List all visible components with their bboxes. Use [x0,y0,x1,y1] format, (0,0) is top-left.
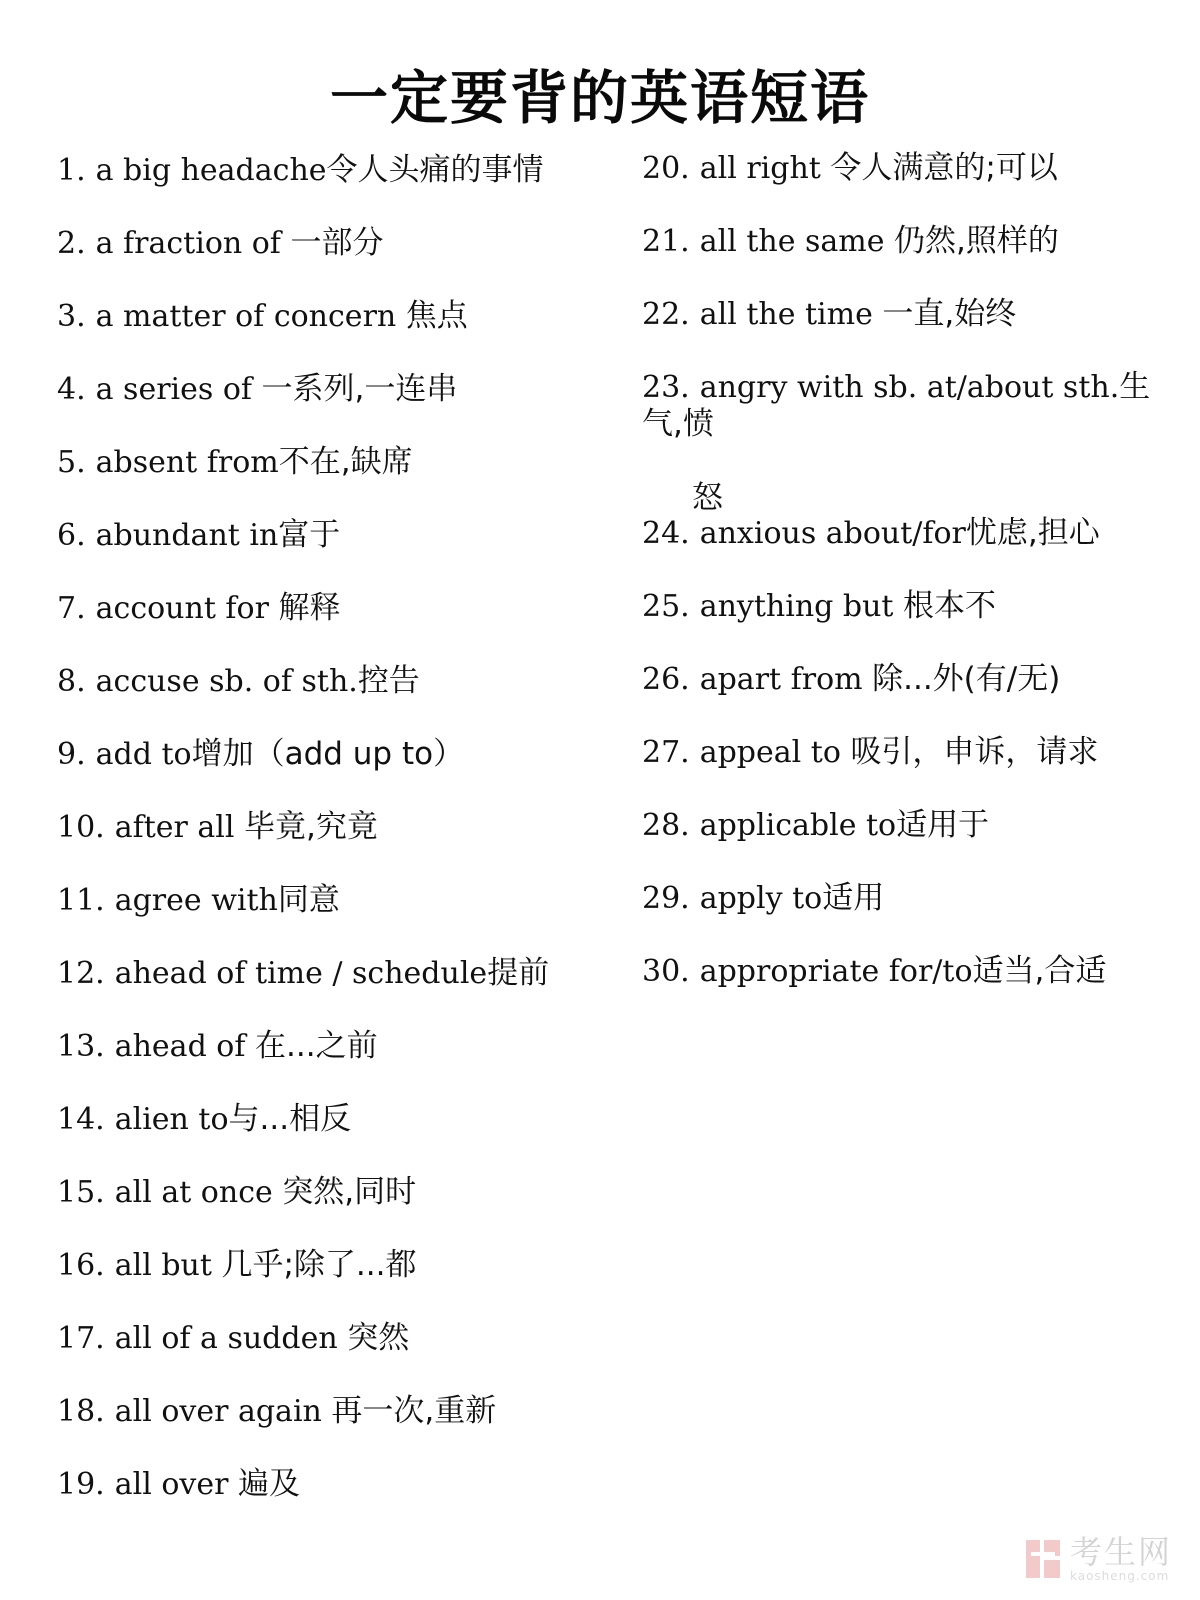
list-item [57,578,597,651]
item-chinese: 生气,愤 [642,369,1151,442]
item-number: 23. [642,370,690,405]
page-title: 一定要背的英语短语 [329,64,870,132]
item-english: alien to [114,1102,229,1137]
item-english: a big headache [95,153,327,188]
item-chinese: 根本不 [903,588,997,624]
item-chinese: 富于 [278,517,341,553]
item-chinese: 突然,同时 [282,1174,417,1210]
item-chinese: 与...相反 [228,1101,352,1137]
item-number: 4. [57,372,86,407]
list-item [642,357,1162,516]
item-english: absent from [95,445,279,480]
item-number: 9. [57,737,86,772]
item-english: all but [114,1248,222,1283]
list-item [642,795,1162,868]
item-english: anxious about/for [699,516,966,551]
item-chinese: 几乎;除了...都 [221,1247,417,1283]
item-english: a matter of concern [95,299,406,334]
watermark-text: 考生网 [1069,1533,1172,1571]
item-number: 1. [57,153,86,188]
list-item [57,870,597,943]
item-number: 10. [57,810,105,845]
item-chinese: 焦点 [405,298,468,334]
item-english: all the same [699,224,895,259]
item-number: 29. [642,881,690,916]
item-number: 8. [57,664,86,699]
list-item [57,1308,597,1381]
item-number: 2. [57,226,86,261]
item-number: 5. [57,445,86,480]
item-number: 28. [642,808,690,843]
list-item [642,868,1162,941]
item-chinese: 再一次,重新 [331,1393,497,1429]
item-chinese: 提前 [487,955,550,991]
list-item [57,797,597,870]
list-item [642,576,1162,649]
item-chinese: 一部分 [290,225,384,261]
phrase-list-right [642,138,1162,1014]
item-english: applicable to [699,808,897,843]
item-english: all of a sudden [114,1321,348,1356]
item-chinese: 一系列,一连串 [261,371,458,407]
item-chinese: 同意 [277,882,340,918]
list-item [642,211,1162,284]
item-chinese: 在...之前 [255,1028,378,1064]
list-item [57,1162,597,1235]
list-item [57,213,597,286]
item-chinese: 解释 [278,590,341,626]
item-chinese: 适用于 [896,807,990,843]
watermark-url: kaosheng.com [1069,1569,1170,1583]
list-item [57,1016,597,1089]
item-english: abundant in [95,518,279,553]
list-item [642,722,1162,795]
item-number: 18. [57,1394,105,1429]
list-item [57,505,597,578]
item-english: apart from [699,662,873,697]
item-chinese: 除...外(有/无) [872,661,1061,697]
list-item [57,1381,597,1454]
item-number: 25. [642,589,690,624]
item-english: after all [114,810,245,845]
item-english: appeal to [699,735,851,770]
list-item [57,651,597,724]
item-english: all over [114,1467,238,1502]
item-chinese: 毕竟,究竟 [244,809,378,845]
list-item [642,284,1162,357]
item-chinese: 突然 [347,1320,410,1356]
item-english: all the time [699,297,883,332]
item-chinese: 遍及 [237,1466,300,1502]
list-item [57,1089,597,1162]
site-watermark [1024,1533,1172,1583]
item-english: anything but [699,589,904,624]
item-number: 22. [642,297,690,332]
list-item [57,140,597,213]
item-english: apply to [699,881,823,916]
item-chinese: 吸引，申诉，请求 [850,734,1099,770]
list-item [642,941,1162,1014]
item-number: 24. [642,516,690,551]
list-item [642,649,1162,722]
item-english: add to [95,737,192,772]
item-number: 12. [57,956,105,991]
item-english: a fraction of [95,226,291,261]
item-number: 6. [57,518,86,553]
item-number: 26. [642,662,690,697]
item-number: 20. [642,151,690,186]
item-number: 13. [57,1029,105,1064]
item-chinese: 控告 [357,663,420,699]
list-item [57,1235,597,1308]
list-item [642,138,1162,211]
item-english: accuse sb. of sth. [95,664,358,699]
item-chinese: 一直,始终 [882,296,1017,332]
item-number: 15. [57,1175,105,1210]
item-english: all over again [114,1394,332,1429]
item-number: 7. [57,591,86,626]
list-item [57,432,597,505]
item-chinese: 适用 [822,880,885,916]
item-number: 14. [57,1102,105,1137]
item-number: 30. [642,954,690,989]
list-item [57,724,597,797]
phrase-list-left [57,140,597,1527]
item-english: account for [95,591,279,626]
item-chinese: 忧虑,担心 [965,515,1100,551]
item-number: 17. [57,1321,105,1356]
item-number: 21. [642,224,690,259]
item-number: 3. [57,299,86,334]
item-chinese-continuation: 怒 [692,480,723,516]
item-chinese: 适当,合适 [972,953,1107,989]
list-item [57,943,597,1016]
item-chinese: 增加（add up to） [191,736,465,772]
item-english: all right [699,151,831,186]
item-english: ahead of time / schedule [114,956,488,991]
item-english: ahead of [114,1029,256,1064]
item-chinese: 不在,缺席 [278,444,413,480]
item-english: angry with sb. at/about sth. [699,370,1120,405]
item-english: appropriate for/to [699,954,973,989]
item-number: 16. [57,1248,105,1283]
item-english: all at once [114,1175,283,1210]
item-number: 27. [642,735,690,770]
list-item [57,286,597,359]
item-chinese: 令人满意的;可以 [830,150,1058,186]
item-chinese: 仍然,照样的 [894,223,1059,259]
item-chinese: 令人头痛的事情 [326,152,544,188]
item-english: agree with [114,883,278,918]
site-logo-icon [1024,1538,1062,1580]
list-item [57,1454,597,1527]
item-english: a series of [95,372,262,407]
list-item [57,359,597,432]
item-number: 11. [57,883,105,918]
item-number: 19. [57,1467,105,1502]
